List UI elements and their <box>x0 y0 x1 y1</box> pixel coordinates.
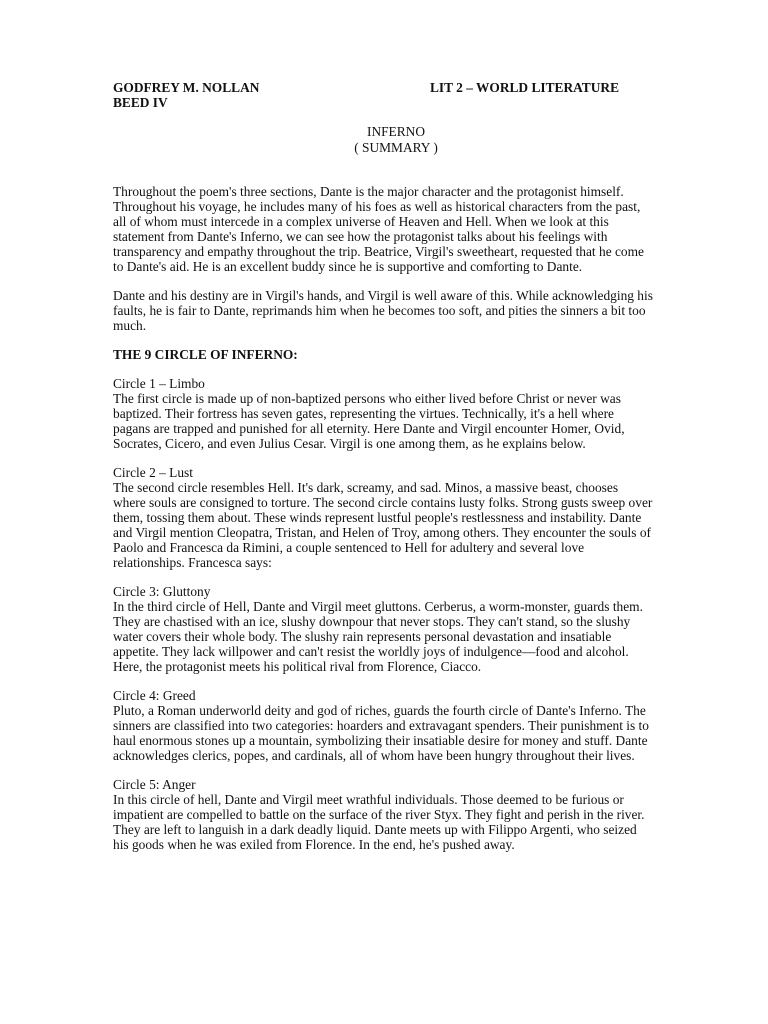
author-name: GODFREY M. NOLLAN <box>113 80 260 95</box>
title-sub: ( SUMMARY ) <box>354 140 438 155</box>
circle-name: Circle 2 – Lust <box>113 465 193 480</box>
circle-description: The second circle resembles Hell. It's dark, screamy, and sad. Minos, a massive beast, chooses where souls are consigned to torture. The second circle contains lusty folks. Strong gusts sweep over them, tossing them about. These winds represent lustful people's restlessness and instability. Dante and Virgil mention Cleopatra, Tristan, and Helen of Troy, among others. They encounter the souls of Paolo and Francesca da Rimini, a couple sentenced to Hell for adultery and several love relationships. Francesca says: <box>113 480 653 570</box>
circle-description: Pluto, a Roman underworld deity and god of riches, guards the fourth circle of Dante's Inferno. The sinners are classified into two categories: hoarders and extravagant spenders. Their punishment is to haul enormous stones up a mountain, symbolizing their insatiable desire for money and stuff. Dante acknowledges clerics, popes, and cardinals, all of whom have been hungry throughout their lives. <box>113 703 649 763</box>
circles-heading: THE 9 CIRCLE OF INFERNO: <box>113 347 298 362</box>
circle-section-5 <box>113 777 653 852</box>
circle-description: The first circle is made up of non-baptized persons who either lived before Christ or never was baptized. Their fortress has seven gates, representing the virtues. Technically, it's a hell where pagans are trapped and punished for all eternity. Here Dante and Virgil encounter Homer, Ovid, Socrates, Cicero, and even Julius Cesar. Virgil is one among them, as he explains below. <box>113 391 625 451</box>
section-label: BEED IV <box>113 95 168 110</box>
title-main: INFERNO <box>366 124 426 139</box>
document-body <box>113 184 653 866</box>
course-title: LIT 2 – WORLD LITERATURE <box>430 80 620 95</box>
circle-name: Circle 5: Anger <box>113 777 196 792</box>
circle-description: In the third circle of Hell, Dante and Virgil meet gluttons. Cerberus, a worm-monster, guards them. They are chastised with an ice, slushy downpour that never stops. They can't stand, so the slushy water covers their whole body. The slushy rain represents personal devastation and insatiable appetite. They lack willpower and can't resist the worldly joys of indulgence—food and alcohol. Here, the protagonist meets his political rival from Florence, Ciacco. <box>113 599 643 674</box>
circle-section-1 <box>113 376 653 451</box>
circle-section-2 <box>113 465 653 570</box>
circle-name: Circle 1 – Limbo <box>113 376 205 391</box>
circle-name: Circle 4: Greed <box>113 688 196 703</box>
header-left <box>113 80 259 110</box>
intro-paragraph-2: Dante and his destiny are in Virgil's hands, and Virgil is well aware of this. While acknowledging his faults, he is fair to Dante, reprimands him when he becomes too soft, and pities the sinners a bit too much. <box>113 288 653 333</box>
intro-paragraph-1: Throughout the poem's three sections, Dante is the major character and the protagonist himself. Throughout his voyage, he includes many of his foes as well as historical characters from the past, all of whom must intercede in a complex universe of Heaven and Hell. When we look at this statement from Dante's Inferno, we can see how the protagonist talks about his feelings with transparency and empathy throughout the trip. Beatrice, Virgil's sweetheart, requested that he come to Dante's aid. He is an excellent buddy since he is supportive and comforting to Dante. <box>113 184 644 274</box>
circle-section-4 <box>113 688 653 763</box>
circle-section-3 <box>113 584 653 674</box>
document-title <box>0 124 768 156</box>
circle-description: In this circle of hell, Dante and Virgil meet wrathful individuals. Those deemed to be furious or impatient are compelled to battle on the surface of the river Styx. They fight and perish in the river. They are left to languish in a dark deadly liquid. Dante meets up with Filippo Argenti, who seized his goods when he was exiled from Florence. In the end, he's pushed away. <box>113 792 645 852</box>
circle-name: Circle 3: Gluttony <box>113 584 211 599</box>
